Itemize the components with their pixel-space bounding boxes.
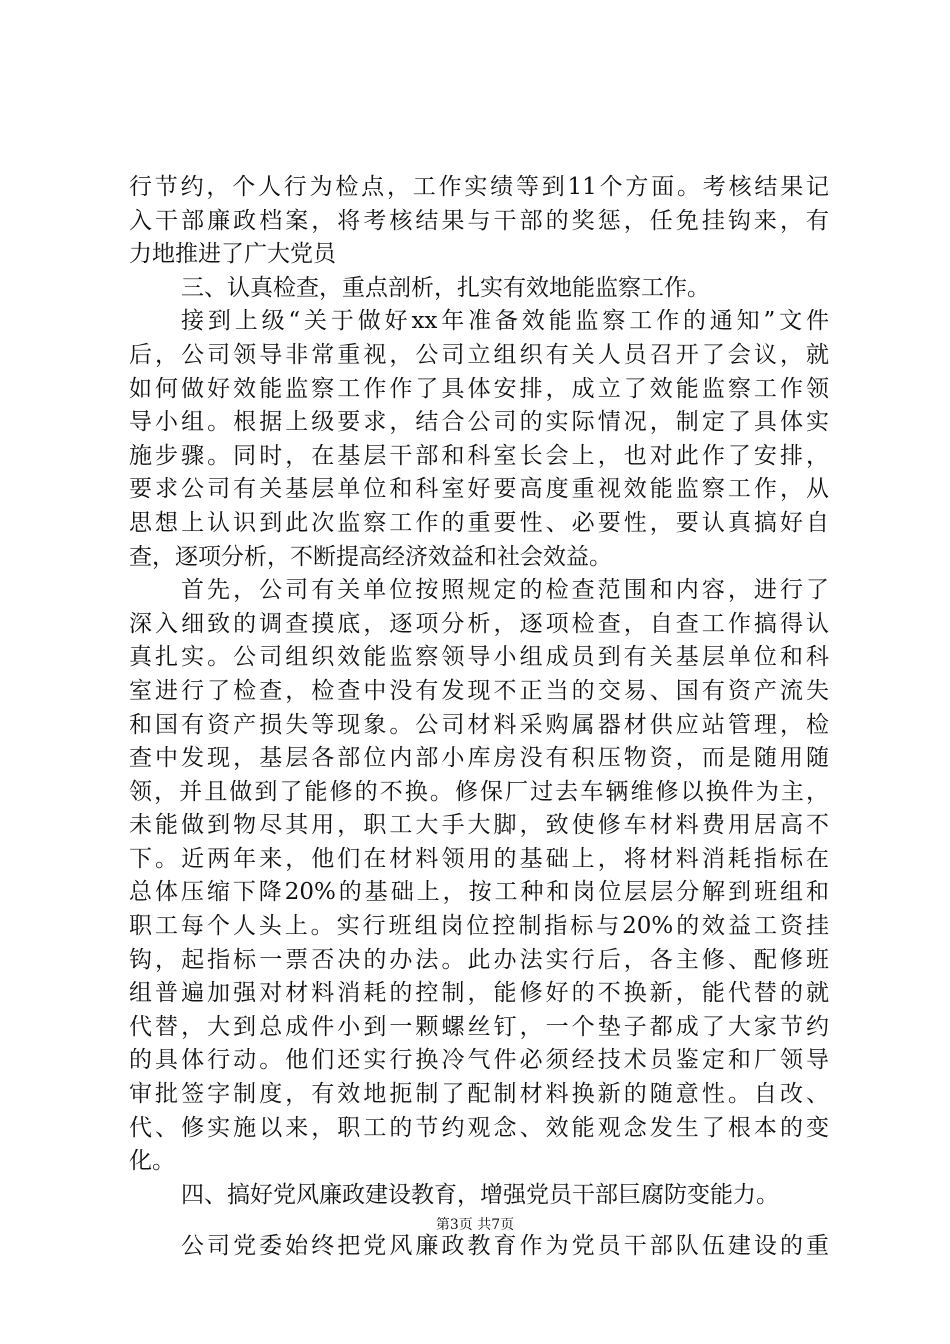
text-line: 行节约，个人行为检点，工作实绩等到11个方面。考核结果记 — [129, 174, 829, 200]
text-line: 公司党委始终把党风廉政教育作为党员干部队伍建设的重 — [181, 1233, 829, 1260]
text-line: 入干部廉政档案，将考核结果与干部的奖惩，任免挂钩来，有 — [129, 207, 829, 234]
text-line: 未能做到物尽其用，职工大手大脚，致使修车材料费用居高不 — [129, 812, 829, 839]
text-line: 化。 — [129, 1148, 175, 1175]
text-line: 钩，起指标一票否决的办法。此办法实行后，各主修、配修班 — [129, 946, 829, 973]
text-line: 后，公司领导非常重视，公司立组织有关人员召开了会议，就 — [129, 341, 829, 368]
text-line: 领，并且做到了能修的不换。修保厂过去车辆维修以换件为主， — [129, 778, 829, 805]
text-line: 和国有资产损失等现象。公司材料采购属器材供应站管理，检 — [129, 711, 829, 738]
text-line: 室进行了检查，检查中没有发现不正当的交易、国有资产流失 — [129, 677, 829, 704]
section-heading: 四、搞好党风廉政建设教育，增强党员干部巨腐防变能力。 — [181, 1181, 779, 1208]
text-line: 查中发现，基层各部位内部小库房没有积压物资，而是随用随 — [129, 745, 829, 772]
section-heading: 三、认真检查，重点剖析，扎实有效地能监察工作。 — [181, 274, 710, 301]
text-line: 深入细致的调查摸底，逐项分析，逐项检查，自查工作搞得认 — [129, 610, 829, 637]
text-line: 审批签字制度，有效地扼制了配制材料换新的随意性。自改、 — [129, 1081, 829, 1108]
text-line: 要求公司有关基层单位和科室好要高度重视效能监察工作，从 — [129, 476, 829, 503]
text-line: 思想上认识到此次监察工作的重要性、必要性，要认真搞好自 — [129, 509, 829, 536]
text-line: 导小组。根据上级要求，结合公司的实际情况，制定了具体实 — [129, 409, 829, 436]
text-line: 代替，大到总成件小到一颗螺丝钉，一个垫子都成了大家节约 — [129, 1013, 829, 1040]
text-line: 施步骤。同时，在基层干部和科室长会上，也对此作了安排， — [129, 442, 829, 469]
text-line: 首先，公司有关单位按照规定的检查范围和内容，进行了 — [181, 577, 829, 604]
text-line: 职工每个人头上。实行班组岗位控制指标与20%的效益工资挂 — [129, 913, 829, 940]
text-line: 真扎实。公司组织效能监察领导小组成员到有关基层单位和科 — [129, 644, 829, 671]
text-line: 力地推进了广大党员 — [129, 241, 336, 268]
document-body — [129, 171, 829, 1264]
text-line: 组普遍加强对材料消耗的控制，能修好的不换新，能代替的就 — [129, 980, 829, 1007]
text-line: 查，逐项分析，不断提高经济效益和社会效益。 — [129, 543, 612, 570]
text-line: 的具体行动。他们还实行换冷气件必须经技术员鉴定和厂领导 — [129, 1047, 829, 1074]
page-footer: 第3页 共7页 — [435, 1217, 515, 1233]
text-line: 总体压缩下降20%的基础上，按工种和岗位层层分解到班组和 — [129, 879, 829, 906]
text-line: 接到上级“关于做好xx年准备效能监察工作的通知”文件 — [181, 308, 829, 335]
text-line: 下。近两年来，他们在材料领用的基础上，将材料消耗指标在 — [129, 845, 829, 872]
text-line: 如何做好效能监察工作作了具体安排，成立了效能监察工作领 — [129, 375, 829, 402]
text-line: 代、修实施以来，职工的节约观念、效能观念发生了根本的变 — [129, 1114, 829, 1141]
